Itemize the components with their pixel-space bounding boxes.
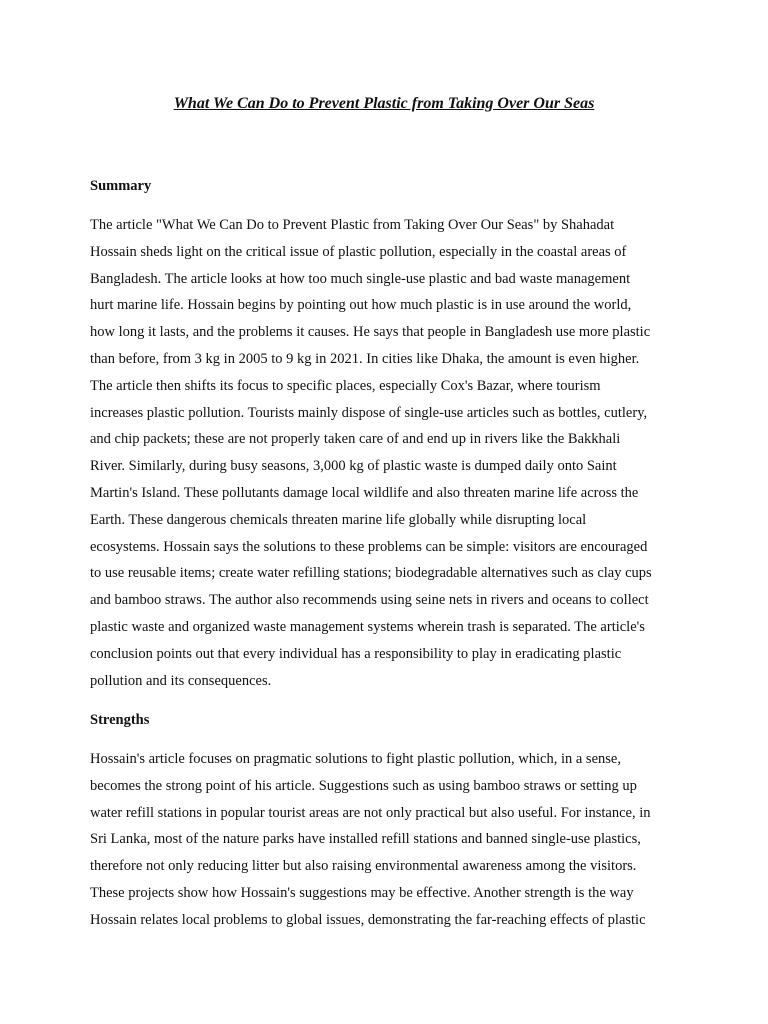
summary-line: to use reusable items; create water refilling stations; biodegradable alternatives such as clay cups	[90, 565, 652, 582]
summary-line: plastic waste and organized waste management systems wherein trash is separated. The article's	[90, 618, 645, 635]
summary-line: Earth. These dangerous chemicals threaten marine life globally while disrupting local	[90, 511, 587, 528]
summary-line: Martin's Island. These pollutants damage local wildlife and also threaten marine life across the	[90, 484, 639, 501]
summary-line: hurt marine life. Hossain begins by pointing out how much plastic is in use around the world,	[90, 297, 632, 314]
summary-line: and chip packets; these are not properly taken care of and end up in rivers like the Bakkhali	[90, 431, 621, 448]
summary-line: how long it lasts, and the problems it causes. He says that people in Bangladesh use more plastic	[90, 324, 651, 341]
summary-line: River. Similarly, during busy seasons, 3,000 kg of plastic waste is dumped daily onto Saint	[90, 458, 617, 475]
summary-line: Bangladesh. The article looks at how too much single-use plastic and bad waste management	[90, 270, 631, 287]
strengths-line: Hossain's article focuses on pragmatic solutions to fight plastic pollution, which, in a sense,	[90, 751, 621, 767]
summary-line: The article "What We Can Do to Prevent Plastic from Taking Over Our Seas" by Shahadat	[90, 217, 615, 233]
strengths-heading: Strengths	[90, 712, 150, 728]
strengths-line: These projects show how Hossain's suggestions may be effective. Another strength is the way	[90, 884, 634, 901]
strengths-line: therefore not only reducing litter but also raising environmental awareness among the visitors.	[90, 858, 637, 875]
strengths-line: becomes the strong point of his article. Suggestions such as using bamboo straws or setting up	[90, 777, 637, 794]
summary-paragraph	[90, 212, 678, 694]
strengths-line: Hossain relates local problems to global issues, demonstrating the far-reaching effects of plastic	[90, 911, 646, 928]
summary-line: Hossain sheds light on the critical issue of plastic pollution, especially in the coastal areas of	[90, 243, 627, 260]
summary-line: ecosystems. Hossain says the solutions to these problems can be simple: visitors are encouraged	[90, 538, 648, 555]
summary-line: and bamboo straws. The author also recommends using seine nets in rivers and oceans to collect	[90, 592, 649, 609]
summary-line: increases plastic pollution. Tourists mainly dispose of single-use articles such as bottles, cutlery,	[90, 404, 648, 421]
strengths-paragraph	[90, 746, 678, 934]
summary-line: The article then shifts its focus to specific places, especially Cox's Bazar, where tourism	[90, 377, 601, 394]
strengths-line: Sri Lanka, most of the nature parks have installed refill stations and banned single-use plastics,	[90, 831, 641, 848]
summary-line: pollution and its consequences.	[90, 672, 272, 689]
summary-heading: Summary	[90, 178, 152, 194]
summary-line: than before, from 3 kg in 2005 to 9 kg in 2021. In cities like Dhaka, the amount is even higher.	[90, 350, 640, 367]
summary-line: conclusion points out that every individual has a responsibility to play in eradicating plastic	[90, 645, 622, 662]
document-title: What We Can Do to Prevent Plastic from Taking Over Our Seas	[173, 95, 595, 112]
strengths-line: water refill stations in popular tourist areas are not only practical but also useful. For instance, in	[90, 804, 651, 821]
